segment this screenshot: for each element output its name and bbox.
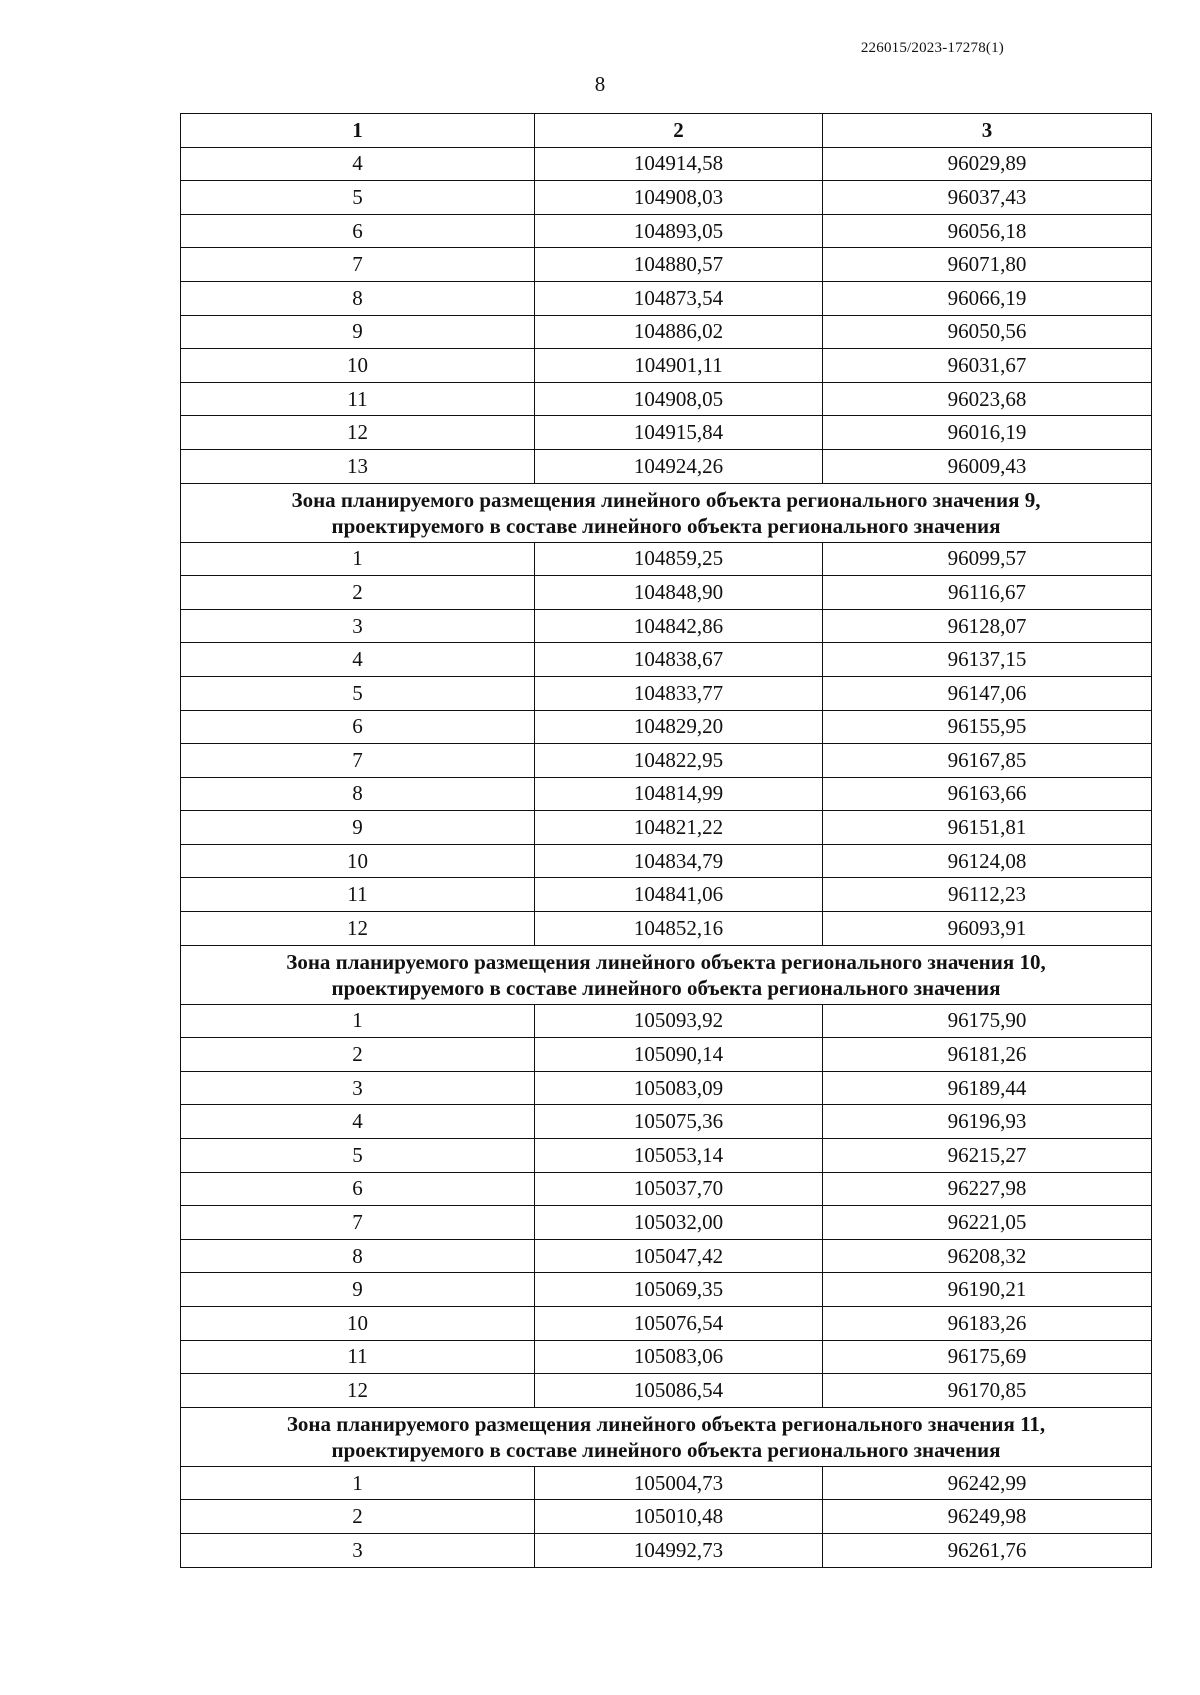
section-title bbox=[181, 483, 1152, 542]
x-coordinate-cell: 104841,06 bbox=[535, 878, 823, 912]
x-coordinate-cell: 105076,54 bbox=[535, 1307, 823, 1341]
point-number-cell: 7 bbox=[181, 248, 535, 282]
y-coordinate-cell: 96116,67 bbox=[823, 576, 1152, 610]
table-row bbox=[181, 609, 1152, 643]
table-row bbox=[181, 449, 1152, 483]
y-coordinate-cell: 96023,68 bbox=[823, 382, 1152, 416]
x-coordinate-cell: 104833,77 bbox=[535, 676, 823, 710]
point-number-cell: 6 bbox=[181, 214, 535, 248]
y-coordinate-cell: 96099,57 bbox=[823, 542, 1152, 576]
point-number-cell: 11 bbox=[181, 878, 535, 912]
point-number-cell: 4 bbox=[181, 643, 535, 677]
point-number-cell: 8 bbox=[181, 281, 535, 315]
point-number-cell: 2 bbox=[181, 1500, 535, 1534]
x-coordinate-cell: 104914,58 bbox=[535, 147, 823, 181]
table-row bbox=[181, 1533, 1152, 1567]
x-coordinate-cell: 104893,05 bbox=[535, 214, 823, 248]
table-row bbox=[181, 710, 1152, 744]
point-number-cell: 9 bbox=[181, 315, 535, 349]
x-coordinate-cell: 104859,25 bbox=[535, 542, 823, 576]
table-row bbox=[181, 1239, 1152, 1273]
y-coordinate-cell: 96031,67 bbox=[823, 349, 1152, 383]
section-title-line-1: Зона планируемого размещения линейного объекта регионального значения 11, bbox=[286, 1411, 1046, 1436]
y-coordinate-cell: 96175,90 bbox=[823, 1004, 1152, 1038]
x-coordinate-cell: 105086,54 bbox=[535, 1374, 823, 1408]
x-coordinate-cell: 105083,06 bbox=[535, 1340, 823, 1374]
point-number-cell: 3 bbox=[181, 609, 535, 643]
point-number-cell: 12 bbox=[181, 912, 535, 946]
table-row bbox=[181, 1071, 1152, 1105]
x-coordinate-cell: 105090,14 bbox=[535, 1038, 823, 1072]
point-number-cell: 3 bbox=[181, 1071, 535, 1105]
section-title-line-2: проектируемого в составе линейного объекта регионального значения bbox=[331, 513, 1001, 538]
section-title bbox=[181, 945, 1152, 1004]
section-title-line-2: проектируемого в составе линейного объекта регионального значения bbox=[331, 1437, 1001, 1462]
table-row bbox=[181, 643, 1152, 677]
point-number-cell: 12 bbox=[181, 416, 535, 450]
x-coordinate-cell: 104924,26 bbox=[535, 449, 823, 483]
y-coordinate-cell: 96215,27 bbox=[823, 1139, 1152, 1173]
point-number-cell: 4 bbox=[181, 1105, 535, 1139]
y-coordinate-cell: 96112,23 bbox=[823, 878, 1152, 912]
point-number-cell: 11 bbox=[181, 382, 535, 416]
y-coordinate-cell: 96050,56 bbox=[823, 315, 1152, 349]
point-number-cell: 5 bbox=[181, 181, 535, 215]
point-number-cell: 7 bbox=[181, 1206, 535, 1240]
y-coordinate-cell: 96066,19 bbox=[823, 281, 1152, 315]
y-coordinate-cell: 96170,85 bbox=[823, 1374, 1152, 1408]
point-number-cell: 10 bbox=[181, 844, 535, 878]
y-coordinate-cell: 96221,05 bbox=[823, 1206, 1152, 1240]
section-title bbox=[181, 1407, 1152, 1466]
y-coordinate-cell: 96056,18 bbox=[823, 214, 1152, 248]
table-row bbox=[181, 676, 1152, 710]
table-row bbox=[181, 576, 1152, 610]
x-coordinate-cell: 104901,11 bbox=[535, 349, 823, 383]
y-coordinate-cell: 96242,99 bbox=[823, 1466, 1152, 1500]
x-coordinate-cell: 104834,79 bbox=[535, 844, 823, 878]
table-row bbox=[181, 777, 1152, 811]
point-number-cell: 10 bbox=[181, 1307, 535, 1341]
y-coordinate-cell: 96208,32 bbox=[823, 1239, 1152, 1273]
x-coordinate-cell: 104822,95 bbox=[535, 744, 823, 778]
section-title-line-1: Зона планируемого размещения линейного объекта регионального значения 10, bbox=[286, 949, 1046, 974]
y-coordinate-cell: 96163,66 bbox=[823, 777, 1152, 811]
y-coordinate-cell: 96190,21 bbox=[823, 1273, 1152, 1307]
x-coordinate-cell: 105053,14 bbox=[535, 1139, 823, 1173]
table-row bbox=[181, 147, 1152, 181]
table-row bbox=[181, 1340, 1152, 1374]
table-row bbox=[181, 1466, 1152, 1500]
x-coordinate-cell: 104886,02 bbox=[535, 315, 823, 349]
table-row bbox=[181, 1206, 1152, 1240]
point-number-cell: 6 bbox=[181, 710, 535, 744]
x-coordinate-cell: 105047,42 bbox=[535, 1239, 823, 1273]
table-row bbox=[181, 181, 1152, 215]
section-title-line-1: Зона планируемого размещения линейного объекта регионального значения 9, bbox=[291, 487, 1041, 512]
x-coordinate-cell: 104908,05 bbox=[535, 382, 823, 416]
column-header-3: 3 bbox=[823, 114, 1152, 148]
table-row bbox=[181, 382, 1152, 416]
y-coordinate-cell: 96124,08 bbox=[823, 844, 1152, 878]
point-number-cell: 8 bbox=[181, 1239, 535, 1273]
point-number-cell: 10 bbox=[181, 349, 535, 383]
x-coordinate-cell: 105093,92 bbox=[535, 1004, 823, 1038]
table-row bbox=[181, 248, 1152, 282]
table-body bbox=[181, 147, 1152, 1567]
x-coordinate-cell: 104908,03 bbox=[535, 181, 823, 215]
section-header-row bbox=[181, 483, 1152, 542]
point-number-cell: 5 bbox=[181, 676, 535, 710]
x-coordinate-cell: 104848,90 bbox=[535, 576, 823, 610]
y-coordinate-cell: 96155,95 bbox=[823, 710, 1152, 744]
point-number-cell: 13 bbox=[181, 449, 535, 483]
x-coordinate-cell: 105004,73 bbox=[535, 1466, 823, 1500]
table-row bbox=[181, 1172, 1152, 1206]
y-coordinate-cell: 96227,98 bbox=[823, 1172, 1152, 1206]
section-header-row bbox=[181, 945, 1152, 1004]
table-row bbox=[181, 1307, 1152, 1341]
page-number: 8 bbox=[594, 72, 606, 96]
column-header-1: 1 bbox=[181, 114, 535, 148]
y-coordinate-cell: 96151,81 bbox=[823, 811, 1152, 845]
column-header-2: 2 bbox=[535, 114, 823, 148]
y-coordinate-cell: 96016,19 bbox=[823, 416, 1152, 450]
table-row bbox=[181, 1105, 1152, 1139]
x-coordinate-cell: 105083,09 bbox=[535, 1071, 823, 1105]
point-number-cell: 7 bbox=[181, 744, 535, 778]
section-header-row bbox=[181, 1407, 1152, 1466]
y-coordinate-cell: 96137,15 bbox=[823, 643, 1152, 677]
table-row bbox=[181, 214, 1152, 248]
x-coordinate-cell: 104838,67 bbox=[535, 643, 823, 677]
x-coordinate-cell: 105032,00 bbox=[535, 1206, 823, 1240]
y-coordinate-cell: 96183,26 bbox=[823, 1307, 1152, 1341]
table-row bbox=[181, 878, 1152, 912]
y-coordinate-cell: 96189,44 bbox=[823, 1071, 1152, 1105]
x-coordinate-cell: 104842,86 bbox=[535, 609, 823, 643]
x-coordinate-cell: 104880,57 bbox=[535, 248, 823, 282]
point-number-cell: 1 bbox=[181, 1466, 535, 1500]
x-coordinate-cell: 105075,36 bbox=[535, 1105, 823, 1139]
table-row bbox=[181, 744, 1152, 778]
point-number-cell: 11 bbox=[181, 1340, 535, 1374]
y-coordinate-cell: 96175,69 bbox=[823, 1340, 1152, 1374]
y-coordinate-cell: 96261,76 bbox=[823, 1533, 1152, 1567]
point-number-cell: 4 bbox=[181, 147, 535, 181]
point-number-cell: 1 bbox=[181, 1004, 535, 1038]
point-number-cell: 3 bbox=[181, 1533, 535, 1567]
column-number-row bbox=[181, 114, 1152, 148]
y-coordinate-cell: 96037,43 bbox=[823, 181, 1152, 215]
y-coordinate-cell: 96128,07 bbox=[823, 609, 1152, 643]
document-id: 226015/2023-17278(1) bbox=[860, 40, 1004, 56]
x-coordinate-cell: 104915,84 bbox=[535, 416, 823, 450]
x-coordinate-cell: 104829,20 bbox=[535, 710, 823, 744]
point-number-cell: 8 bbox=[181, 777, 535, 811]
table-row bbox=[181, 1139, 1152, 1173]
y-coordinate-cell: 96181,26 bbox=[823, 1038, 1152, 1072]
table-row bbox=[181, 811, 1152, 845]
table-row bbox=[181, 912, 1152, 946]
x-coordinate-cell: 104992,73 bbox=[535, 1533, 823, 1567]
table-row bbox=[181, 1500, 1152, 1534]
point-number-cell: 6 bbox=[181, 1172, 535, 1206]
point-number-cell: 2 bbox=[181, 1038, 535, 1072]
table-row bbox=[181, 349, 1152, 383]
y-coordinate-cell: 96196,93 bbox=[823, 1105, 1152, 1139]
point-number-cell: 5 bbox=[181, 1139, 535, 1173]
section-title-line-2: проектируемого в составе линейного объекта регионального значения bbox=[331, 975, 1001, 1000]
x-coordinate-cell: 104873,54 bbox=[535, 281, 823, 315]
x-coordinate-cell: 105069,35 bbox=[535, 1273, 823, 1307]
point-number-cell: 1 bbox=[181, 542, 535, 576]
table-row bbox=[181, 1004, 1152, 1038]
table-row bbox=[181, 844, 1152, 878]
y-coordinate-cell: 96147,06 bbox=[823, 676, 1152, 710]
table-row bbox=[181, 542, 1152, 576]
point-number-cell: 9 bbox=[181, 1273, 535, 1307]
table-row bbox=[181, 1374, 1152, 1408]
y-coordinate-cell: 96071,80 bbox=[823, 248, 1152, 282]
table-row bbox=[181, 416, 1152, 450]
x-coordinate-cell: 104814,99 bbox=[535, 777, 823, 811]
x-coordinate-cell: 104852,16 bbox=[535, 912, 823, 946]
coordinates-table bbox=[180, 113, 1152, 1568]
point-number-cell: 12 bbox=[181, 1374, 535, 1408]
y-coordinate-cell: 96029,89 bbox=[823, 147, 1152, 181]
y-coordinate-cell: 96167,85 bbox=[823, 744, 1152, 778]
x-coordinate-cell: 105037,70 bbox=[535, 1172, 823, 1206]
table-row bbox=[181, 1273, 1152, 1307]
y-coordinate-cell: 96093,91 bbox=[823, 912, 1152, 946]
x-coordinate-cell: 104821,22 bbox=[535, 811, 823, 845]
table-row bbox=[181, 315, 1152, 349]
table-row bbox=[181, 1038, 1152, 1072]
x-coordinate-cell: 105010,48 bbox=[535, 1500, 823, 1534]
point-number-cell: 2 bbox=[181, 576, 535, 610]
table-row bbox=[181, 281, 1152, 315]
y-coordinate-cell: 96009,43 bbox=[823, 449, 1152, 483]
y-coordinate-cell: 96249,98 bbox=[823, 1500, 1152, 1534]
point-number-cell: 9 bbox=[181, 811, 535, 845]
